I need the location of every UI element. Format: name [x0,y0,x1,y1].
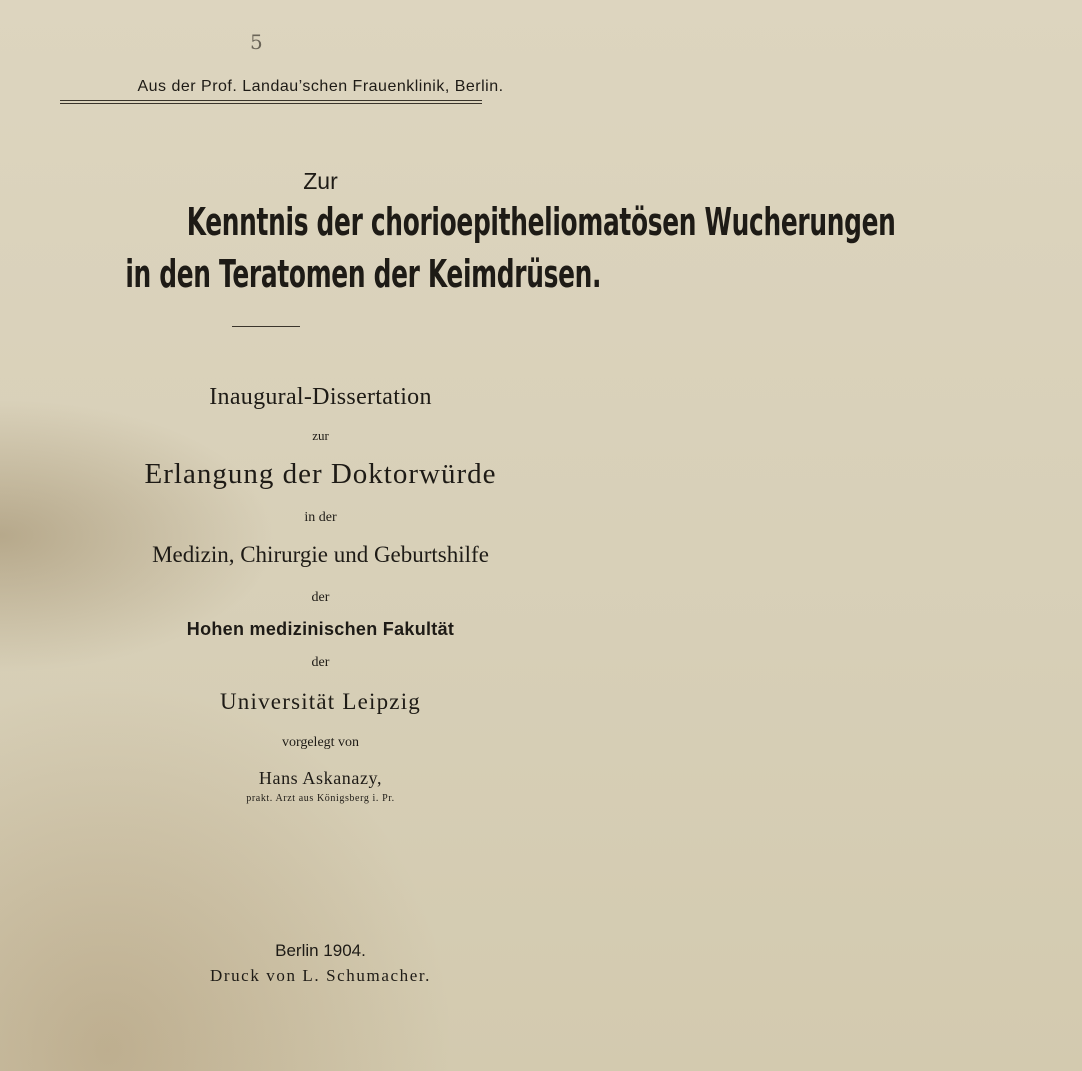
clinic-header: Aus der Prof. Landau’schen Frauenklinik, Berlin. [137,78,504,95]
zur-label: zur [312,428,329,443]
vorgelegt-label: vorgelegt von [281,735,360,750]
fields-label: Medizin, Chirurgie und Geburtshilfe [152,542,489,567]
degree-label: Erlangung der Doktorwürde [144,458,497,490]
der-label-1: der [311,590,330,605]
imprint-place-year: Berlin 1904. [275,941,366,960]
in-der-label: in der [304,510,337,525]
der-label-2: der [311,655,330,670]
author-detail: prakt. Arzt aus Königsberg i. Pr. [246,793,395,804]
title-line-1-wrap [0,200,896,252]
title-prefix: Zur [303,168,338,194]
university-label: Universität Leipzig [220,689,421,714]
title-divider [232,326,300,327]
title-line-1: Kenntnis der chorioepitheliomatösen Wucherungen [186,200,896,244]
header-rule-top [60,100,482,101]
title-line-2: in den Teratomen der Keimdrüsen. [125,252,602,296]
faculty-label: Hohen medizinischen Fakultät [186,619,455,639]
header-rule-bottom [60,103,482,104]
pencil-page-mark: 5 [250,30,263,54]
title-line-2-wrap [0,252,641,304]
dissertation-label: Inaugural-Dissertation [209,384,432,410]
imprint-printer: Druck von L. Schumacher. [209,966,432,985]
author-name: Hans Askanazy, [258,768,383,788]
